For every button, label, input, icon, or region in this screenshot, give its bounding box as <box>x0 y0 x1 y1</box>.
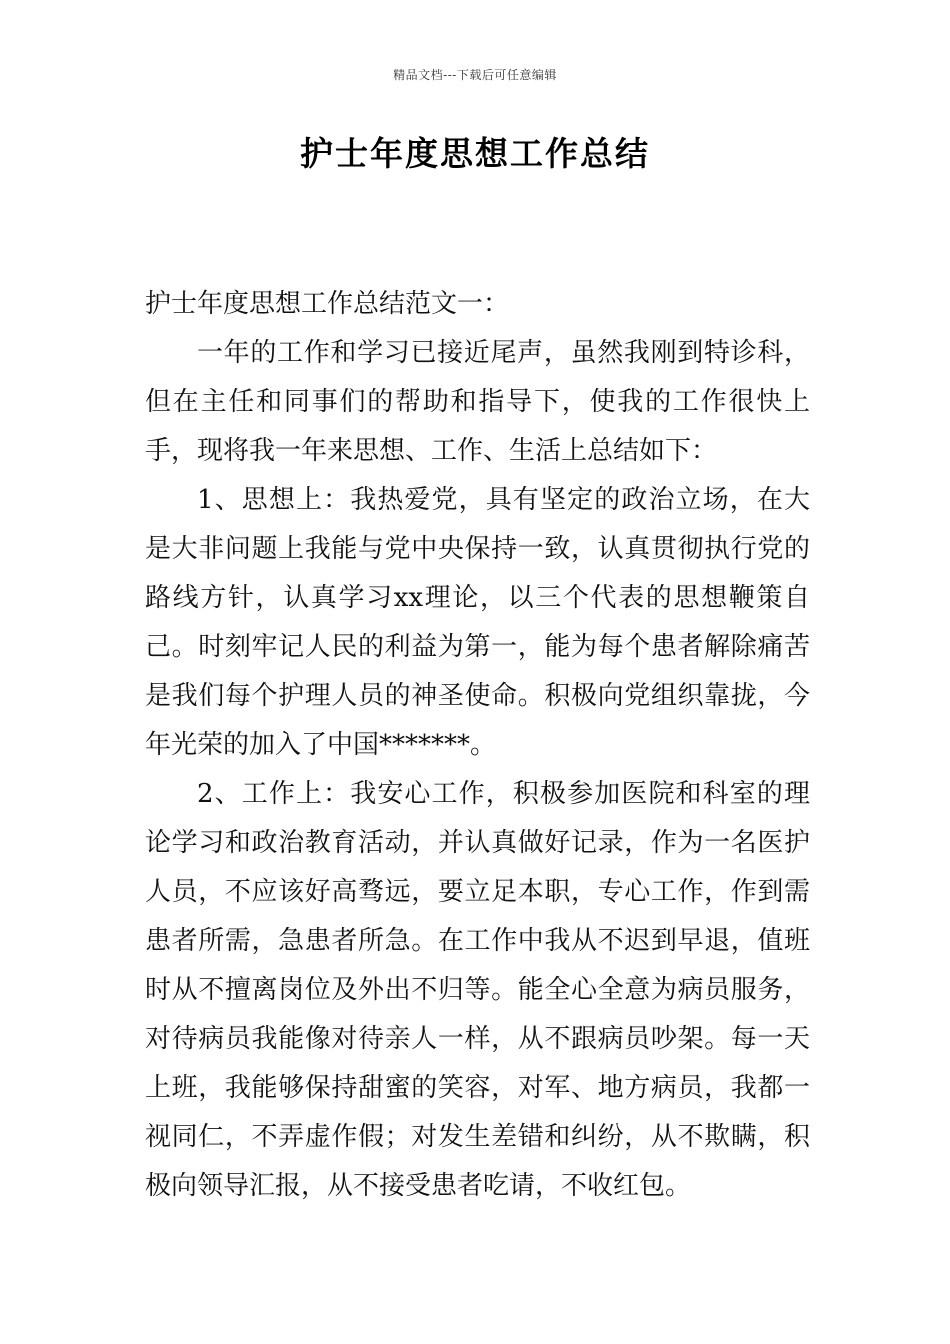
paragraph-intro: 一年的工作和学习已接近尾声，虽然我刚到特诊科，但在主任和同事们的帮助和指导下，使我的工作很快上手，现将我一年来思想、工作、生活上总结如下： <box>145 338 810 466</box>
header-note: 精品文档---下载后可任意编辑 <box>393 68 557 82</box>
document-body <box>145 280 810 1211</box>
paragraph-work: 2、工作上：我安心工作，积极参加医院和科室的理论学习和政治教育活动，并认真做好记录，作为一名医护人员，不应该好高骛远，要立足本职，专心工作，作到需患者所需，急患者所急。在工作中我从不迟到早退，值班时从不擅离岗位及外出不归等。能全心全意为病员服务，对待病员我能像对待亲人一样，从不跟病员吵架。每一天上班，我能够保持甜蜜的笑容，对军、地方病员，我都一视同仁，不弄虚作假；对发生差错和纠纷，从不欺瞒，积极向领导汇报，从不接受患者吃请，不收红包。 <box>145 779 810 1201</box>
paragraph-thought: 1、思想上：我热爱党，具有坚定的政治立场，在大是大非问题上我能与党中央保持一致，认真贯彻执行党的路线方针，认真学习xx理论，以三个代表的思想鞭策自己。时刻牢记人民的利益为第一，能为每个患者解除痛苦是我们每个护理人员的神圣使命。积极向党组织靠拢，今年光荣的加入了中国*******。 <box>145 485 810 760</box>
document-title: 护士年度思想工作总结 <box>300 134 650 173</box>
section-heading: 护士年度思想工作总结范文一： <box>145 289 510 319</box>
